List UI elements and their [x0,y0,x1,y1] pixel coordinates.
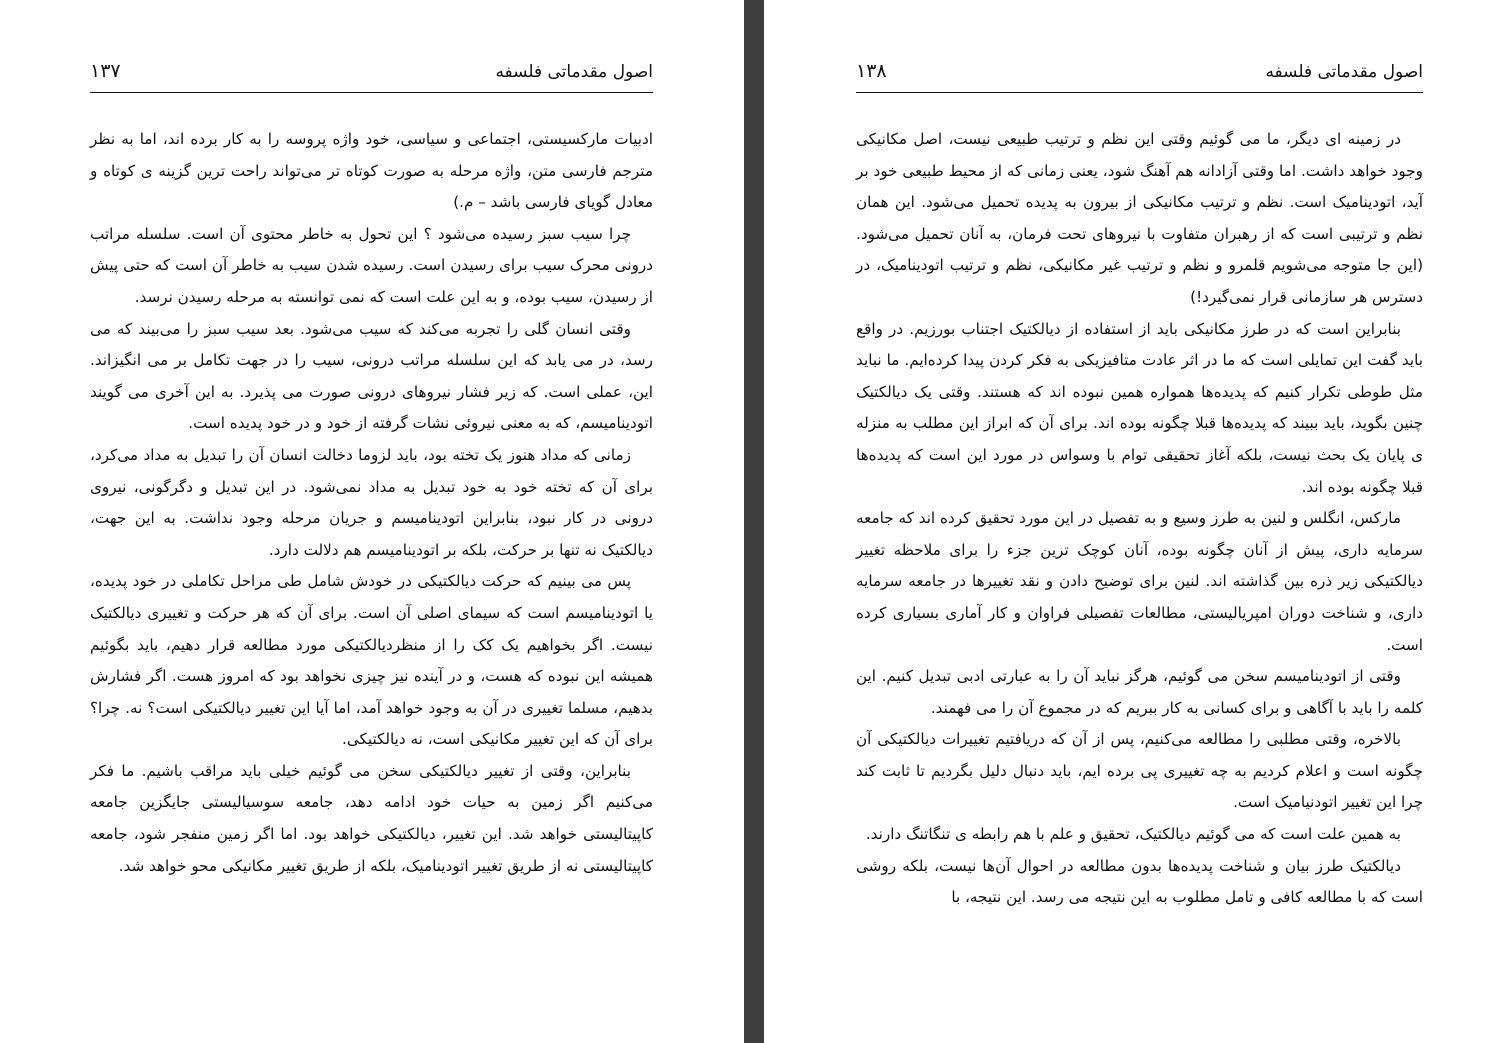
right-page-header [856,58,1423,93]
paragraph: بنابراین، وقتی از تغییر دیالکتیکی سخن می گوئیم خیلی باید مراقب باشیم. ما فکر می‌کنیم اگر زمین به حیات خود ادامه دهد، جامعه سوسیالیستی جایگزین جامعه کاپیتالیستی خواهد شد. این تغییر، دیالکتیکی خواهد بود. اما اگر زمین منفجر شود، جامعه کاپیتالیستی نه از طریق تغییر اتودینامیک، بلکه از طریق تغییر مکانیکی محو خواهد شد. [90,761,653,875]
paragraph: وقتی انسان گلی را تجربه می‌کند که سیب می‌شود. بعد سیب سبز را می‌بیند که می رسد، در می یابد که این سلسله مراتب درونی، سیب را در جهت تکامل بر می انگیزاند. این، عملی است. که زیر فشار نیروهای درونی صورت می پذیرد. به این آخری می گویند اتودینامیسم، که به معنی نیروئی نشات گرفته از خود و در خود پدیده است. [90,319,653,433]
page-number: ۱۳۸ [856,60,887,82]
right-page [764,0,1507,1043]
paragraph: چرا سیب سبز رسیده می‌شود ؟ این تحول به خاطر محتوی آن است. سلسله مراتب درونی محرک سیب برای رسیدن است. رسیده شدن سیب به خاطر آن است که حتی پیش از رسیدن، سیب بوده، و به این علت است که نمی توانسته به مرحله رسیدن نرسد. [90,224,653,306]
running-title: اصول مقدماتی فلسفه [1265,62,1423,82]
paragraph: پس می بینیم که حرکت دیالکتیکی در خودش شامل طی مراحل تکاملی در خود پدیده، یا اتودینامیسم است که سیمای اصلی آن است. برای آن که هر حرکت و تغییری دیالکتیک نیست. اگر بخواهیم یک کک را از منظردیالکتیکی مورد مطالعه قرار دهیم، باید بگوئیم همیشه این نبوده که هست، و در آینده نیز چیزی نخواهد بود که امروز هست. اگر فشارش بدهیم، مسلما تغییری در آن به وجود خواهد آمد، اما آیا این تغییر دیالکتیکی است؟ نه. چرا؟ برای آن که این تغییر مکانیکی است، نه دیالکتیکی. [90,572,653,749]
left-page-body [90,124,653,882]
right-page-body [856,124,1423,914]
page-number: ۱۳۷ [90,60,121,82]
running-title: اصول مقدماتی فلسفه [495,62,653,82]
paragraph: بنابراین است که در طرز مکانیکی باید از استفاده از دیالکتیک اجتناب بورزیم. در واقع باید گفت این تمایلی است که ما در اثر عادت متافیزیکی به فکر کردن پیدا کرده‌ایم. ما نباید مثل طوطی تکرار کنیم که پدیده‌ها همواره همین نبوده اند که هستند. وقتی یک دیالکتیک چنین بگوید، باید ببیند که پدیده‌ها قبلا چگونه بوده اند. برای آن که ابراز این مطلب به منزله ی پایان یک بحث نیست، بلکه آغاز تحقیقی توام با وسواس در مورد این است که پدیده‌ها قبلا چگونه بوده اند. [856,319,1423,496]
paragraph: به همین علت است که می گوئیم دیالکتیک، تحقیق و علم با هم رابطه ی تنگاتنگ دارند. [865,825,1401,844]
paragraph: وقتی از اتودینامیسم سخن می گوئیم، هرگز نباید آن را به عبارتی ادبی تبدیل کنیم. این کلمه را باید با آگاهی و برای کسانی به کار ببریم که در مجموع آن را می فهمند. [856,667,1423,717]
paragraph: ادبیات مارکسیستی، اجتماعی و سیاسی، خود واژه پروسه را به کار برده اند، اما به نظر مترجم فارسی متن، واژه مرحله به صورت کوتاه تر می‌تواند راحت ترین گزینه ی کوتاه و معادل گویای فارسی باشد – م.) [90,130,653,212]
paragraph: دیالکتیک طرز بیان و شناخت پدیده‌ها بدون مطالعه در احوال آن‌ها نیست، بلکه روشی است که با مطالعه کافی و تامل مطلوب به این نتیجه می رسد. این نتیجه، با [856,856,1423,907]
left-page [0,0,744,1043]
left-page-header [90,58,653,93]
paragraph: زمانی که مداد هنوز یک تخته بود، باید لزوما دخالت انسان آن را تبدیل به مداد می‌کرد، برای آن که تخته خود به خود تبدیل به مداد نمی‌شود. در این تبدیل و دگرگونی، نیروی درونی در کار نبود، بنابراین اتودینامیسم و جریان مرحله وجود نداشت. به این جهت، دیالکتیک نه تنها بر حرکت، بلکه بر اتودینامیسم هم دلالت دارد. [90,445,653,559]
paragraph: در زمینه ای دیگر، ما می گوئیم وقتی این نظم و ترتیب طبیعی نیست، اصل مکانیکی وجود خواهد داشت. اما وقتی آزادانه هم آهنگ شود، یعنی زمانی که از محیط طبیعی خود بر آید، اتودینامیک است. نظم و ترتیب مکانیکی از بیرون به پدیده تحمیل می‌شود. این همان نظم و ترتیبی است که از رهبران متفاوت با نیروهای تحت فرمان، به آنان تحمیل می‌شود. (این جا متوجه می‌شویم قلمرو و نظم و ترتیب غیر مکانیکی، نظم و ترتیب اتودینامیک، در دسترس هر سازمانی قرار نمی‌گیرد!) [856,130,1423,306]
paragraph: بالاخره، وقتی مطلبی را مطالعه می‌کنیم، پس از آن که دریافتیم تغییرات دیالکتیکی آن چگونه است و اعلام کردیم به چه تغییری پی برده ایم، باید دنبال دلیل بگردیم تا ثابت کند چرا این تغییر اتودنیامیک است. [856,730,1423,812]
book-spine [744,0,764,1043]
paragraph: مارکس، انگلس و لنین به طرز وسیع و به تفصیل در این مورد تحقیق کرده اند که جامعه سرمایه داری، پیش از آنان چگونه بوده، آنان کوچک ترین جزء را برای ملاحظه تغییر دیالکتیکی زیر ذره بین گذاشته اند. لنین برای توضیح دادن و نقد تغییرها در جامعه سرمایه داری، و شناخت دوران امپریالیستی، مطالعات تفصیلی فراوان و کار آماری بسیاری کرده است. [856,509,1423,654]
